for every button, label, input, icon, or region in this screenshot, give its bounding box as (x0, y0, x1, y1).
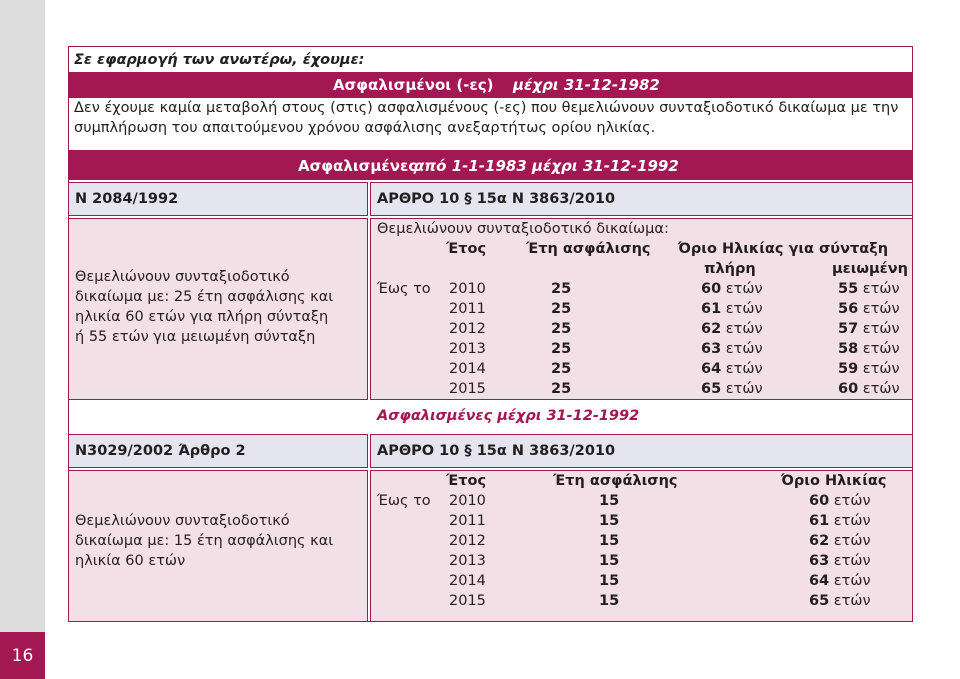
s2-col-full: πλήρη (704, 261, 756, 277)
s2-row-full-age: 62 ετών (701, 321, 763, 337)
s2-row-insurance: 25 (551, 361, 572, 377)
s3-row-insurance: 15 (599, 553, 620, 569)
s3-row-insurance: 15 (599, 573, 620, 589)
section3-right-header: ΑΡΘΡΟ 10 § 15α Ν 3863/2010 (377, 443, 616, 459)
section2-left-header: Ν 2084/1992 (75, 191, 179, 207)
s2-until-label: Έως το (377, 281, 431, 297)
s3-col-year: Έτος (446, 473, 487, 489)
s2-row-reduced-age: 56 ετών (838, 301, 900, 317)
s2-left-line3: ηλικία 60 ετών για πλήρη σύνταξη (75, 309, 329, 325)
section3-table-cell (370, 470, 913, 622)
s3-left-line3: ηλικία 60 ετών (75, 553, 186, 569)
s2-row-insurance: 25 (551, 281, 572, 297)
section3-left-header: Ν3029/2002 Άρθρο 2 (75, 443, 246, 459)
section3-left-cell (68, 470, 368, 622)
s2-row-year: 2014 (449, 361, 486, 377)
section2-left-header-cell (68, 182, 368, 216)
section1-bar (68, 72, 913, 98)
s2-row-full-age: 63 ετών (701, 341, 763, 357)
s3-row-year: 2011 (449, 513, 486, 529)
section1-bar-label: Ασφαλισμένοι (-ες) (333, 76, 494, 94)
s3-row-year: 2013 (449, 553, 486, 569)
section2-bar-date: από 1-1-1983 μέχρι 31-12-1992 (414, 157, 679, 175)
s3-row-insurance: 15 (599, 513, 620, 529)
s3-row-age: 63 ετών (809, 553, 871, 569)
section2-right-header-cell (370, 182, 913, 216)
s2-row-reduced-age: 59 ετών (838, 361, 900, 377)
section2-table-cell (370, 218, 913, 400)
s3-row-year: 2012 (449, 533, 486, 549)
s2-col-year: Έτος (446, 241, 487, 257)
s2-row-year: 2011 (449, 301, 486, 317)
page-number: 16 (0, 632, 45, 679)
s2-row-full-age: 64 ετών (701, 361, 763, 377)
s2-left-line2: δικαίωμα με: 25 έτη ασφάλισης και (75, 289, 334, 305)
s3-row-insurance: 15 (599, 593, 620, 609)
section2-bar-label: Ασφαλισμένες (298, 157, 418, 175)
s3-left-line2: δικαίωμα με: 15 έτη ασφάλισης και (75, 533, 334, 549)
section2-right-header: ΑΡΘΡΟ 10 § 15α Ν 3863/2010 (377, 191, 616, 207)
s3-row-insurance: 15 (599, 533, 620, 549)
s3-left-line1: Θεμελιώνουν συνταξιοδοτικό (75, 513, 290, 529)
s2-row-reduced-age: 55 ετών (838, 281, 900, 297)
s2-row-reduced-age: 58 ετών (838, 341, 900, 357)
s3-until-label: Έως το (377, 493, 431, 509)
s2-left-line1: Θεμελιώνουν συνταξιοδοτικό (75, 269, 290, 285)
s3-row-age: 62 ετών (809, 533, 871, 549)
s2-row-insurance: 25 (551, 341, 572, 357)
s2-row-insurance: 25 (551, 321, 572, 337)
s3-col-age: Όριο Ηλικίας (781, 473, 887, 489)
s2-col-insurance: Έτη ασφάλισης (526, 241, 651, 257)
s3-row-age: 64 ετών (809, 573, 871, 589)
section2-bar (68, 150, 913, 180)
section3-left-header-cell (68, 434, 368, 468)
s2-row-insurance: 25 (551, 381, 572, 397)
s2-row-full-age: 60 ετών (701, 281, 763, 297)
s2-row-full-age: 65 ετών (701, 381, 763, 397)
s2-table-intro: Θεμελιώνουν συνταξιοδοτικό δικαίωμα: (377, 221, 669, 237)
s2-row-year: 2012 (449, 321, 486, 337)
s3-col-insurance: Έτη ασφάλισης (553, 473, 678, 489)
s2-row-reduced-age: 57 ετών (838, 321, 900, 337)
section1-text-line1: Δεν έχουμε καμία μεταβολή στους (στις) ασφαλισμένους (-ες) που θεμελιώνουν συνταξιοδοτικό δικαίωμα με την (74, 100, 899, 116)
s3-row-insurance: 15 (599, 493, 620, 509)
section3-subtitle: Ασφαλισμένες μέχρι 31-12-1992 (377, 408, 640, 424)
s3-row-age: 61 ετών (809, 513, 871, 529)
s2-left-line4: ή 55 ετών για μειωμένη σύνταξη (75, 329, 316, 345)
s2-row-year: 2010 (449, 281, 486, 297)
intro-heading: Σε εφαρμογή των ανωτέρω, έχουμε: (74, 52, 365, 68)
s2-row-year: 2015 (449, 381, 486, 397)
s2-row-insurance: 25 (551, 301, 572, 317)
s2-row-full-age: 61 ετών (701, 301, 763, 317)
s3-row-age: 60 ετών (809, 493, 871, 509)
section1-text-line2: συμπλήρωση του απαιτούμενου χρόνου ασφάλισης ανεξαρτήτως ορίου ηλικίας. (74, 120, 656, 136)
s3-row-year: 2015 (449, 593, 486, 609)
s2-row-reduced-age: 60 ετών (838, 381, 900, 397)
s2-row-year: 2013 (449, 341, 486, 357)
section3-right-header-cell (370, 434, 913, 468)
section2-left-cell (68, 218, 368, 400)
s3-row-age: 65 ετών (809, 593, 871, 609)
section1-bar-date: μέχρι 31-12-1982 (513, 76, 660, 94)
s3-row-year: 2014 (449, 573, 486, 589)
s2-col-reduced: μειωμένη (832, 261, 908, 277)
s3-row-year: 2010 (449, 493, 486, 509)
s2-col-age: Όριο Ηλικίας για σύνταξη (678, 241, 889, 257)
side-margin-strip (0, 0, 45, 679)
